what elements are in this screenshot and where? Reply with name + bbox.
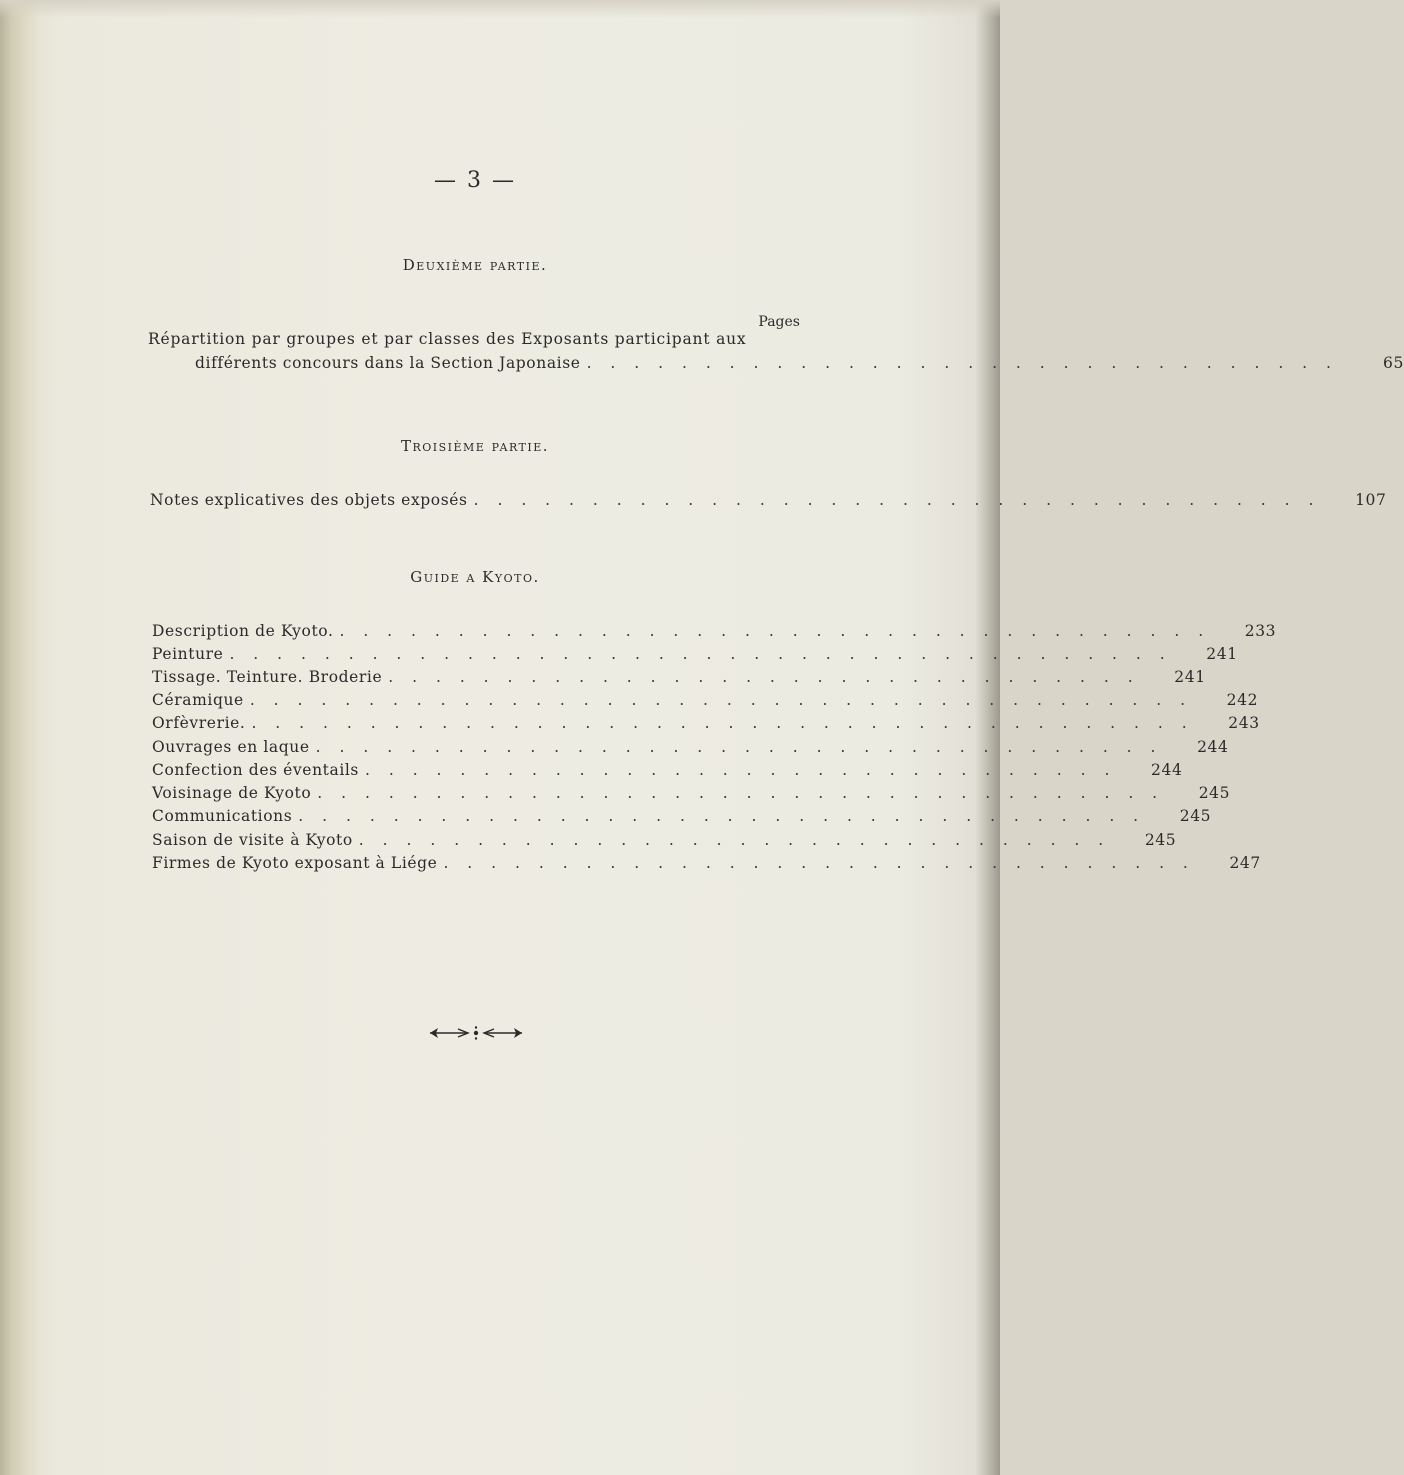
fleuron-ornament-icon (428, 1024, 524, 1042)
toc-entry-label: Notes explicatives des objets exposés (150, 491, 468, 509)
book-spine-shadow (0, 0, 40, 1475)
page-top-edge (0, 0, 1000, 18)
toc-entry-label: Ouvrages en laque (152, 738, 310, 756)
toc-entry (152, 831, 1177, 849)
leader-dots: . . . . . . . . . . . . . . . . . . . . . . . . . . . . . . . . (388, 668, 1140, 686)
toc-entry (152, 691, 1259, 709)
leader-dots: . . . . . . . . . . . . . . . . . . . . . . . . . . . . . . . . . . . . (317, 784, 1165, 802)
toc-entry-page: 245 (1198, 784, 1231, 802)
toc-entry-page: 242 (1226, 691, 1259, 709)
leader-dots: . . . . . . . . . . . . . . . . . . . . . . . . . . . . . . . . . . . . (298, 807, 1146, 825)
toc-entry-page: 245 (1179, 807, 1212, 825)
toc-entry-label: Céramique (152, 691, 244, 709)
leader-dots: . . . . . . . . . . . . . . . . . . . . . . . . . . . . . . . . (358, 831, 1111, 849)
leader-dots: . . . . . . . . . . . . . . . . . . . . . . . . . . . . . . . . . . . . . . . . (251, 714, 1194, 732)
leader-dots: . . . . . . . . . . . . . . . . . . . . . . . . . . . . . . . . . . . . . . . . (229, 645, 1172, 663)
leader-dots: . . . . . . . . . . . . . . . . . . . . . . . . . . . . . . . . . . . . (473, 491, 1321, 509)
toc-entry (152, 784, 1231, 802)
toc-entry-page: 245 (1144, 831, 1177, 849)
toc-entry-label: Saison de visite à Kyoto (152, 831, 353, 849)
leader-dots: . . . . . . . . . . . . . . . . . . . . . . . . . . . . . . . . . . . . . (339, 622, 1211, 640)
toc-entry-label: Peinture (152, 645, 224, 663)
toc-entry-page: 247 (1229, 854, 1261, 872)
section-heading-guide-text: Guide a Kyoto. (410, 568, 540, 586)
toc-entry-page: 107 (1355, 491, 1387, 509)
toc-entry (152, 738, 1229, 756)
toc-entry-label: différents concours dans la Section Japonaise (195, 354, 581, 372)
toc-entry-repartition (195, 354, 1404, 372)
section-heading-deuxieme (0, 256, 950, 274)
toc-entry-page: 241 (1174, 668, 1206, 686)
leader-dots: . . . . . . . . . . . . . . . . . . . . . . . . . . . . . . . . . . . . . . . . (249, 691, 1193, 709)
leader-dots: . . . . . . . . . . . . . . . . . . . . . . . . . . . . . . . . . . . . (315, 738, 1163, 756)
page-number: — 3 — (434, 168, 516, 193)
toc-entry-repartition-line1: Répartition par groupes et par classes des Exposants participant aux (148, 330, 747, 348)
toc-entry-label: Description de Kyoto. (152, 622, 334, 640)
toc-entry-page: 243 (1228, 714, 1260, 732)
section-heading-troisieme-text: Troisième partie. (400, 437, 550, 455)
toc-entry-page: 241 (1206, 645, 1238, 663)
pages-column-label: Pages (758, 314, 800, 330)
section-heading-troisieme (0, 437, 950, 455)
toc-entry (152, 854, 1261, 872)
toc-entry (152, 645, 1238, 663)
toc-entry-page: 65 (1383, 354, 1404, 372)
leader-dots: . . . . . . . . . . . . . . . . . . . . . . . . . . . . . . . . (365, 761, 1117, 779)
toc-entry-page: 233 (1244, 622, 1277, 640)
toc-entry-label: Firmes de Kyoto exposant à Liége (152, 854, 438, 872)
toc-entry (152, 807, 1212, 825)
toc-entry-label: Voisinage de Kyoto (152, 784, 312, 802)
toc-entry-label: Tissage. Teinture. Broderie (152, 668, 383, 686)
toc-entry-notes (150, 491, 1387, 509)
leader-dots: . . . . . . . . . . . . . . . . . . . . . . . . . . . . . . . . (443, 854, 1195, 872)
section-heading-deuxieme-text: Deuxième partie. (402, 256, 548, 274)
toc-entry-page: 244 (1151, 761, 1183, 779)
toc-entry (152, 714, 1260, 732)
toc-entry-page: 244 (1197, 738, 1229, 756)
toc-entry (152, 622, 1277, 640)
toc-entry (152, 761, 1183, 779)
toc-entry-label: Orfèvrerie. (152, 714, 246, 732)
section-heading-guide (0, 568, 950, 586)
toc-entry (152, 668, 1206, 686)
toc-entry-label: Confection des éventails (152, 761, 359, 779)
leader-dots: . . . . . . . . . . . . . . . . . . . . . . . . . . . . . . . . (586, 354, 1338, 372)
toc-entry-label: Communications (152, 807, 293, 825)
